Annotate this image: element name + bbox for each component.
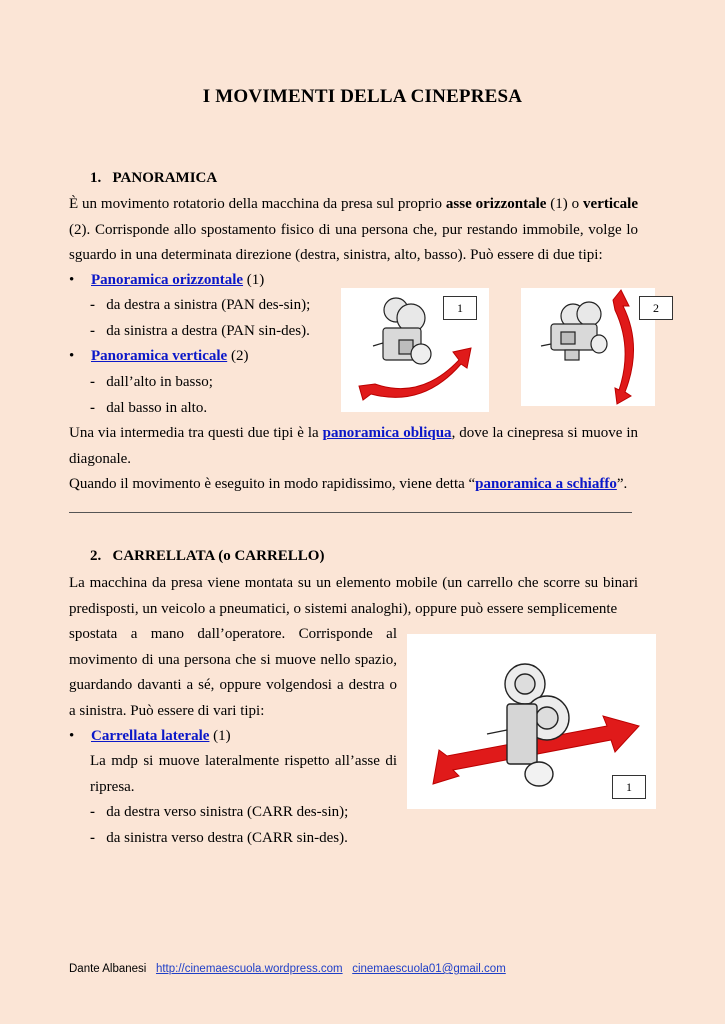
list-item: - dall’alto in basso; <box>90 374 213 390</box>
list-item-text: da sinistra a destra (PAN sin-des). <box>106 323 310 339</box>
panoramica-intro <box>69 192 638 269</box>
figure-label-3: 1 <box>612 775 646 799</box>
bullet-dot: • <box>69 348 75 364</box>
list-item-text: da destra a sinistra (PAN des-sin); <box>106 297 311 313</box>
section-heading-carrellata: 2. CARRELLATA (o CARRELLO) <box>90 548 325 564</box>
list-item: - da destra verso sinistra (CARR des-sin); <box>90 804 349 820</box>
intro-bold-verticale: verticale <box>583 196 639 212</box>
list-item: - da sinistra a destra (PAN sin-des). <box>90 323 310 339</box>
camera-pan-vertical-icon <box>521 288 655 406</box>
list-item-text: dall’alto in basso; <box>106 374 213 390</box>
list-item-text: da sinistra verso destra (CARR sin-des). <box>106 830 348 846</box>
oblique-text: , dove la cinepresa si muove in diagonale. <box>69 425 638 467</box>
carrellata-intro-full: La macchina da presa viene montata su un elemento mobile (un carrello che scorre su binari predisposti, un veicolo a pneumatici, o sistemi analoghi), oppure può essere semplicemente <box>69 575 638 617</box>
slap-text: Quando il movimento è eseguito in modo rapidissimo, viene detta “ <box>69 476 476 492</box>
bullet-suffix: (2) <box>227 348 249 364</box>
intro-bold-asse: asse orizzontale <box>445 196 547 212</box>
link-panoramica-obliqua[interactable]: panoramica obliqua <box>322 425 452 441</box>
bullet-carrellata-laterale <box>69 724 231 750</box>
link-panoramica-orizzontale[interactable]: Panoramica orizzontale <box>91 272 244 288</box>
bullet-panoramica-verticale <box>69 344 248 370</box>
list-item: - da destra a sinistra (PAN des-sin); <box>90 297 311 313</box>
oblique-text: Una via intermedia tra questi due tipi è la <box>69 425 323 441</box>
carrellata-laterale-desc: La mdp si muove lateralmente rispetto all’asse di ripresa. <box>90 753 397 795</box>
page-footer <box>69 963 506 975</box>
figure-label-2: 2 <box>639 296 673 320</box>
list-item-text: dal basso in alto. <box>106 400 208 416</box>
panoramica-schiaffo-paragraph <box>69 472 627 498</box>
bullet-panoramica-orizzontale <box>69 268 264 294</box>
intro-text: È un movimento rotatorio della macchina da presa sul proprio <box>69 196 446 212</box>
bullet-suffix: (1) <box>209 728 231 744</box>
link-panoramica-verticale[interactable]: Panoramica verticale <box>91 348 228 364</box>
page-title: I MOVIMENTI DELLA CINEPRESA <box>202 86 523 107</box>
carrellata-intro-narrow: spostata a mano dall’operatore. Corrisponde al movimento di una persona che si muove nello spazio, guardando davanti a sé, oppure volgendosi a destra o a sinistra. Può essere di vari tipi: <box>69 626 397 719</box>
link-carrellata-laterale[interactable]: Carrellata laterale <box>91 728 210 744</box>
figure-pan-vertical <box>521 288 655 406</box>
list-item: - da sinistra verso destra (CARR sin-des). <box>90 830 348 846</box>
panoramica-obliqua-paragraph <box>69 421 638 472</box>
list-item: - dal basso in alto. <box>90 400 208 416</box>
section-heading-panoramica: 1. PANORAMICA <box>90 170 218 186</box>
link-panoramica-a-schiaffo[interactable]: panoramica a schiaffo <box>475 476 617 492</box>
slap-text: ”. <box>616 476 628 492</box>
footer-author: Dante Albanesi <box>69 963 147 975</box>
intro-text: (1) o <box>546 196 584 212</box>
intro-text: (2). Corrisponde allo spostamento fisico di una persona che, pur restando immobile, volge lo sguardo in una determinata direzione (destra, sinistra, alto, basso). Può essere di due tipi: <box>69 221 638 263</box>
bullet-suffix: (1) <box>243 272 265 288</box>
list-item-text: da destra verso sinistra (CARR des-sin); <box>106 804 349 820</box>
footer-url-link[interactable]: http://cinemaescuola.wordpress.com <box>155 963 343 975</box>
figure-label-1: 1 <box>443 296 477 320</box>
section-divider <box>69 512 632 513</box>
footer-email-link[interactable]: cinemaescuola01@gmail.com <box>352 963 506 975</box>
bullet-dot: • <box>69 728 75 744</box>
bullet-dot: • <box>69 272 75 288</box>
